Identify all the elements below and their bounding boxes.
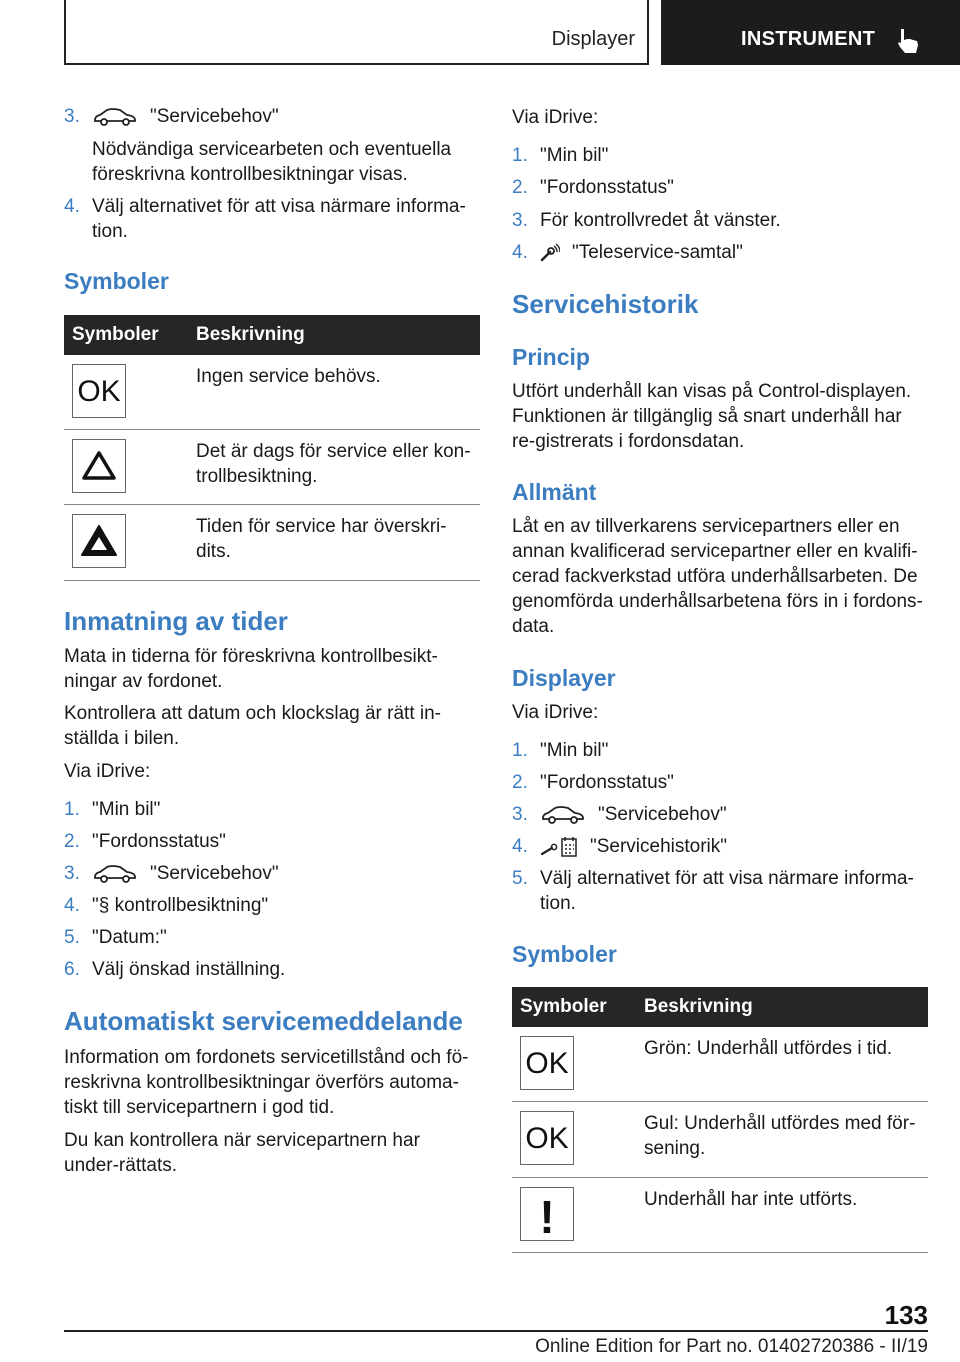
list-item: 6. Välj önskad inställning. bbox=[64, 957, 479, 982]
list-item: 3. För kontrollvredet åt vänster. bbox=[512, 208, 927, 233]
table-header bbox=[64, 315, 480, 355]
row-description: Tiden för service har överskri-dits. bbox=[196, 516, 447, 562]
row-description: Underhåll har inte utförts. bbox=[644, 1189, 858, 1210]
ok-green-icon: OK bbox=[520, 1036, 574, 1090]
table-row bbox=[64, 505, 480, 581]
ok-icon: OK bbox=[72, 364, 126, 418]
step-text: "§ kontrollbesiktning" bbox=[92, 895, 269, 916]
table-row bbox=[64, 430, 480, 505]
table-row bbox=[64, 355, 480, 430]
exclamation-icon: ! bbox=[520, 1187, 574, 1241]
header-section-title: Displayer bbox=[551, 28, 635, 50]
list-item: 1. "Min bil" bbox=[512, 738, 927, 763]
subsection-heading: Allmänt bbox=[512, 479, 597, 505]
page-header bbox=[0, 0, 960, 66]
step-text: "Datum:" bbox=[92, 927, 167, 948]
list-item: 3. "Servicebehov" bbox=[64, 863, 279, 884]
step-text: "Min bil" bbox=[540, 740, 609, 761]
step-text: "Min bil" bbox=[540, 145, 609, 166]
list-item: 5. Välj alternativet för att visa närmare informa-tion. bbox=[512, 866, 927, 916]
step-text: "Fordonsstatus" bbox=[92, 831, 226, 852]
row-description: Ingen service behövs. bbox=[196, 366, 381, 387]
paragraph: Via iDrive: bbox=[512, 702, 599, 723]
step-text: "Teleservice-samtal" bbox=[572, 242, 743, 263]
list-item: 2. "Fordonsstatus" bbox=[512, 175, 927, 200]
step-text: "Fordonsstatus" bbox=[540, 772, 674, 793]
row-description: Det är dags för service eller kon-trollbesiktning. bbox=[196, 441, 471, 487]
step-text: "Fordonsstatus" bbox=[540, 177, 674, 198]
footer-edition: Online Edition for Part no. 01402720386 - II/19 bbox=[535, 1336, 928, 1357]
table-row bbox=[512, 1102, 928, 1178]
step-text: Välj alternativet för att visa närmare informa-tion. bbox=[540, 868, 914, 914]
ok-yellow-icon: OK bbox=[520, 1111, 574, 1165]
page-number: 133 bbox=[884, 1300, 928, 1330]
car-icon bbox=[92, 107, 138, 127]
row-description: Grön: Underhåll utfördes i tid. bbox=[644, 1038, 893, 1059]
table-header-symbols: Symboler bbox=[520, 996, 607, 1017]
paragraph: Information om fordonets servicetillstånd och fö-reskrivna kontrollbesiktningar överförs automa-tiskt till servicepartnern i god tid. bbox=[64, 1047, 469, 1118]
list-item: 2. "Fordonsstatus" bbox=[512, 770, 927, 795]
paragraph: Via iDrive: bbox=[512, 107, 599, 128]
table-header-symbols: Symboler bbox=[72, 324, 159, 345]
step-text: "Servicebehov" bbox=[150, 106, 279, 127]
table-row bbox=[512, 1027, 928, 1102]
step-text: För kontrollvredet åt vänster. bbox=[540, 210, 781, 231]
subsection-heading: Princip bbox=[512, 344, 590, 370]
table-row bbox=[512, 1178, 928, 1253]
row-description: Gul: Underhåll utfördes med för-sening. bbox=[644, 1113, 916, 1159]
section-heading: Symboler bbox=[64, 268, 169, 294]
step-text: Nödvändiga servicearbeten och eventuella föreskrivna kontrollbesiktningar visas. bbox=[92, 139, 452, 185]
step-text: "Min bil" bbox=[92, 799, 161, 820]
list-item: 3. "Servicebehov" bbox=[512, 804, 727, 825]
section-heading: Automatiskt servicemeddelande bbox=[64, 1006, 463, 1036]
list-item: 1. "Min bil" bbox=[512, 143, 927, 168]
step-text: "Servicebehov" bbox=[598, 804, 727, 825]
paragraph: Utfört underhåll kan visas på Control-displayen. Funktionen är tillgänglig så snart underhåll har re-gistrerats i fordonsdatan. bbox=[512, 381, 912, 452]
warning-triangle-icon bbox=[72, 439, 126, 493]
list-item: 4. "Servicehistorik" bbox=[512, 836, 728, 857]
car-icon bbox=[540, 805, 586, 825]
paragraph: Du kan kontrollera när servicepartnern har under-rättats. bbox=[64, 1130, 420, 1176]
warning-triangle-filled-icon bbox=[72, 514, 126, 568]
section-heading: Servicehistorik bbox=[512, 289, 699, 319]
step-text: Välj alternativet för att visa närmare informa-tion. bbox=[92, 196, 466, 242]
footer-divider bbox=[64, 1330, 928, 1332]
list-item bbox=[64, 137, 479, 187]
paragraph: Låt en av tillverkarens servicepartners eller en annan kvalificerad servicepartner eller en kvalifi-cerad fackverkstad utföra underhållsarbeten. De genomförda underhållsarbetena förs in i fordons-data. bbox=[512, 516, 923, 637]
list-item: 4. Välj alternativet för att visa närmare informa-tion. bbox=[64, 194, 479, 244]
step-text: "Servicebehov" bbox=[150, 863, 279, 884]
car-icon bbox=[92, 864, 138, 884]
paragraph: Mata in tiderna för föreskrivna kontrollbesikt-ningar av fordonet. bbox=[64, 646, 438, 692]
list-item: 5. "Datum:" bbox=[64, 925, 479, 950]
header-chapter-title: INSTRUMENT bbox=[741, 28, 876, 50]
section-heading: Symboler bbox=[512, 941, 617, 967]
list-item: 4. "§ kontrollbesiktning" bbox=[64, 893, 479, 918]
section-heading: Inmatning av tider bbox=[64, 606, 288, 636]
paragraph: Kontrollera att datum och klockslag är rätt in-ställda i bilen. bbox=[64, 703, 442, 749]
pointing-hand-icon bbox=[895, 27, 921, 55]
list-item: 1. "Min bil" bbox=[64, 797, 479, 822]
table-header-description: Beskrivning bbox=[644, 996, 753, 1017]
subsection-heading: Displayer bbox=[512, 665, 616, 691]
step-text: Välj önskad inställning. bbox=[92, 959, 286, 980]
list-item: 2. "Fordonsstatus" bbox=[64, 829, 479, 854]
header-chapter-tab bbox=[661, 0, 960, 65]
table-header-description: Beskrivning bbox=[196, 324, 305, 345]
step-text: "Servicehistorik" bbox=[590, 836, 728, 857]
table-header bbox=[512, 987, 928, 1027]
paragraph: Via iDrive: bbox=[64, 761, 151, 782]
wrench-calendar-icon bbox=[540, 836, 578, 858]
list-item: 4. "Teleservice-samtal" bbox=[512, 242, 743, 263]
wrench-phone-icon bbox=[540, 243, 560, 263]
list-item: 3. "Servicebehov" bbox=[64, 106, 279, 127]
